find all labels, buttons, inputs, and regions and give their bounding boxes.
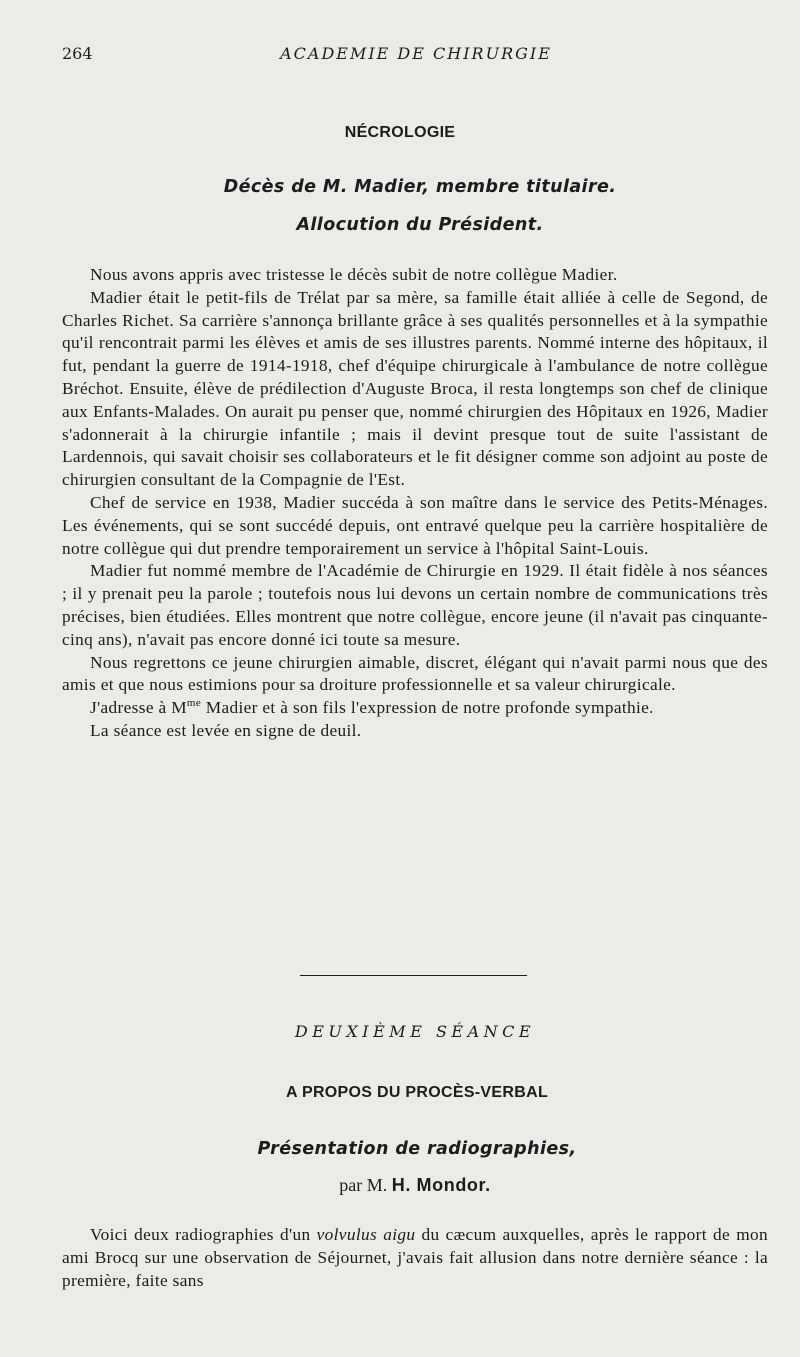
paragraph: La séance est levée en signe de deuil. <box>90 720 362 740</box>
address-superscript: me <box>186 697 202 710</box>
running-head <box>62 44 770 68</box>
author-prefix: par M. <box>339 1175 392 1195</box>
author-line <box>0 1175 800 1196</box>
paragraph: Chef de service en 1938, Madier succéda à son maître dans le service des Petits-Ménages. Les événements, qui se sont succédé depuis, ont entravé quelque peu la carrière hospitalière de notre collègue qui dut prendre temporairement un service à l'hôpital Saint-Louis. <box>62 492 768 558</box>
address-prefix: J'adresse à M <box>90 698 187 718</box>
address-suffix: Madier et à son fils l'expression de notre profonde sympathie. <box>201 698 654 718</box>
presidential-address-title: Allocution du Président. <box>296 215 544 235</box>
journal-title: ACADEMIE DE CHIRURGIE <box>280 44 552 63</box>
paragraph: Nous regrettons ce jeune chirurgien aimable, discret, élégant qui n'avait parmi nous que des amis et que nous estimions pour sa droiture professionnelle et sa valeur chirurgicale. <box>62 652 768 695</box>
second-session-heading: DEUXIÈME SÉANCE <box>294 1022 536 1041</box>
italic-term: volvulus aigu <box>316 1225 416 1244</box>
presentation-title: Présentation de radiographies, <box>257 1139 577 1159</box>
paragraph <box>62 1224 768 1292</box>
paragraph: Madier fut nommé membre de l'Académie de Chirurgie en 1929. Il était fidèle à nos séances ; il y prenait peu la parole ; toutefois nous lui devons un certain nombre de communications très précises, bien étudiées. Elles montrent que notre collègue, encore jeune (il n'avait pas cinquante-cinq ans), n'avait pas encore donné ici toute sa mesure. <box>62 561 768 649</box>
presentation-body <box>62 1224 768 1292</box>
necrology-body <box>62 264 768 743</box>
paragraph: Madier était le petit-fils de Trélat par sa mère, sa famille était alliée à celle de Segond, de Charles Richet. Sa carrière s'annonça brillante grâce à ses qualités personnelles et à la sympathie qu'il rencontrait parmi les élèves et amis de ses illustres parents. Nommé interne des hôpitaux, il fut, pendant la guerre de 1914-1918, chef d'équipe chirurgicale à l'ambulance de notre collègue Bréchot. Ensuite, élève de prédilection d'Auguste Broca, il resta longtemps son chef de clinique aux Enfants-Malades. On aurait pu penser que, nommé chirurgien des Hôpitaux en 1926, Madier s'adonnerait à la chirurgie infantile ; mais il devint presque tout de suite l'assistant de Lardennois, qui savait choisir ses collaborateurs et le fit désigner comme son adjoint au poste de chirurgien consultant de la Compagnie de l'Est. <box>62 287 768 490</box>
section-divider <box>300 975 527 976</box>
necrology-heading: NÉCROLOGIE <box>344 124 456 141</box>
paragraph: Nous avons appris avec tristesse le décès subit de notre collègue Madier. <box>90 265 618 284</box>
text-segment: Voici deux radiographies d'un <box>90 1225 317 1244</box>
paragraph <box>62 697 768 720</box>
page-number: 264 <box>62 44 93 63</box>
text-segment: du cæcum auxquelles, après le rapport de mon ami Brocq sur une observation de Séjournet, j'avais fait allusion dans notre dernière séance : la première, faite sans <box>62 1225 768 1290</box>
author-name: H. Mondor. <box>391 1175 491 1195</box>
minutes-heading: A PROPOS DU PROCÈS-VERBAL <box>285 1084 549 1101</box>
death-notice-title: Décès de M. Madier, membre titulaire. <box>223 177 617 197</box>
